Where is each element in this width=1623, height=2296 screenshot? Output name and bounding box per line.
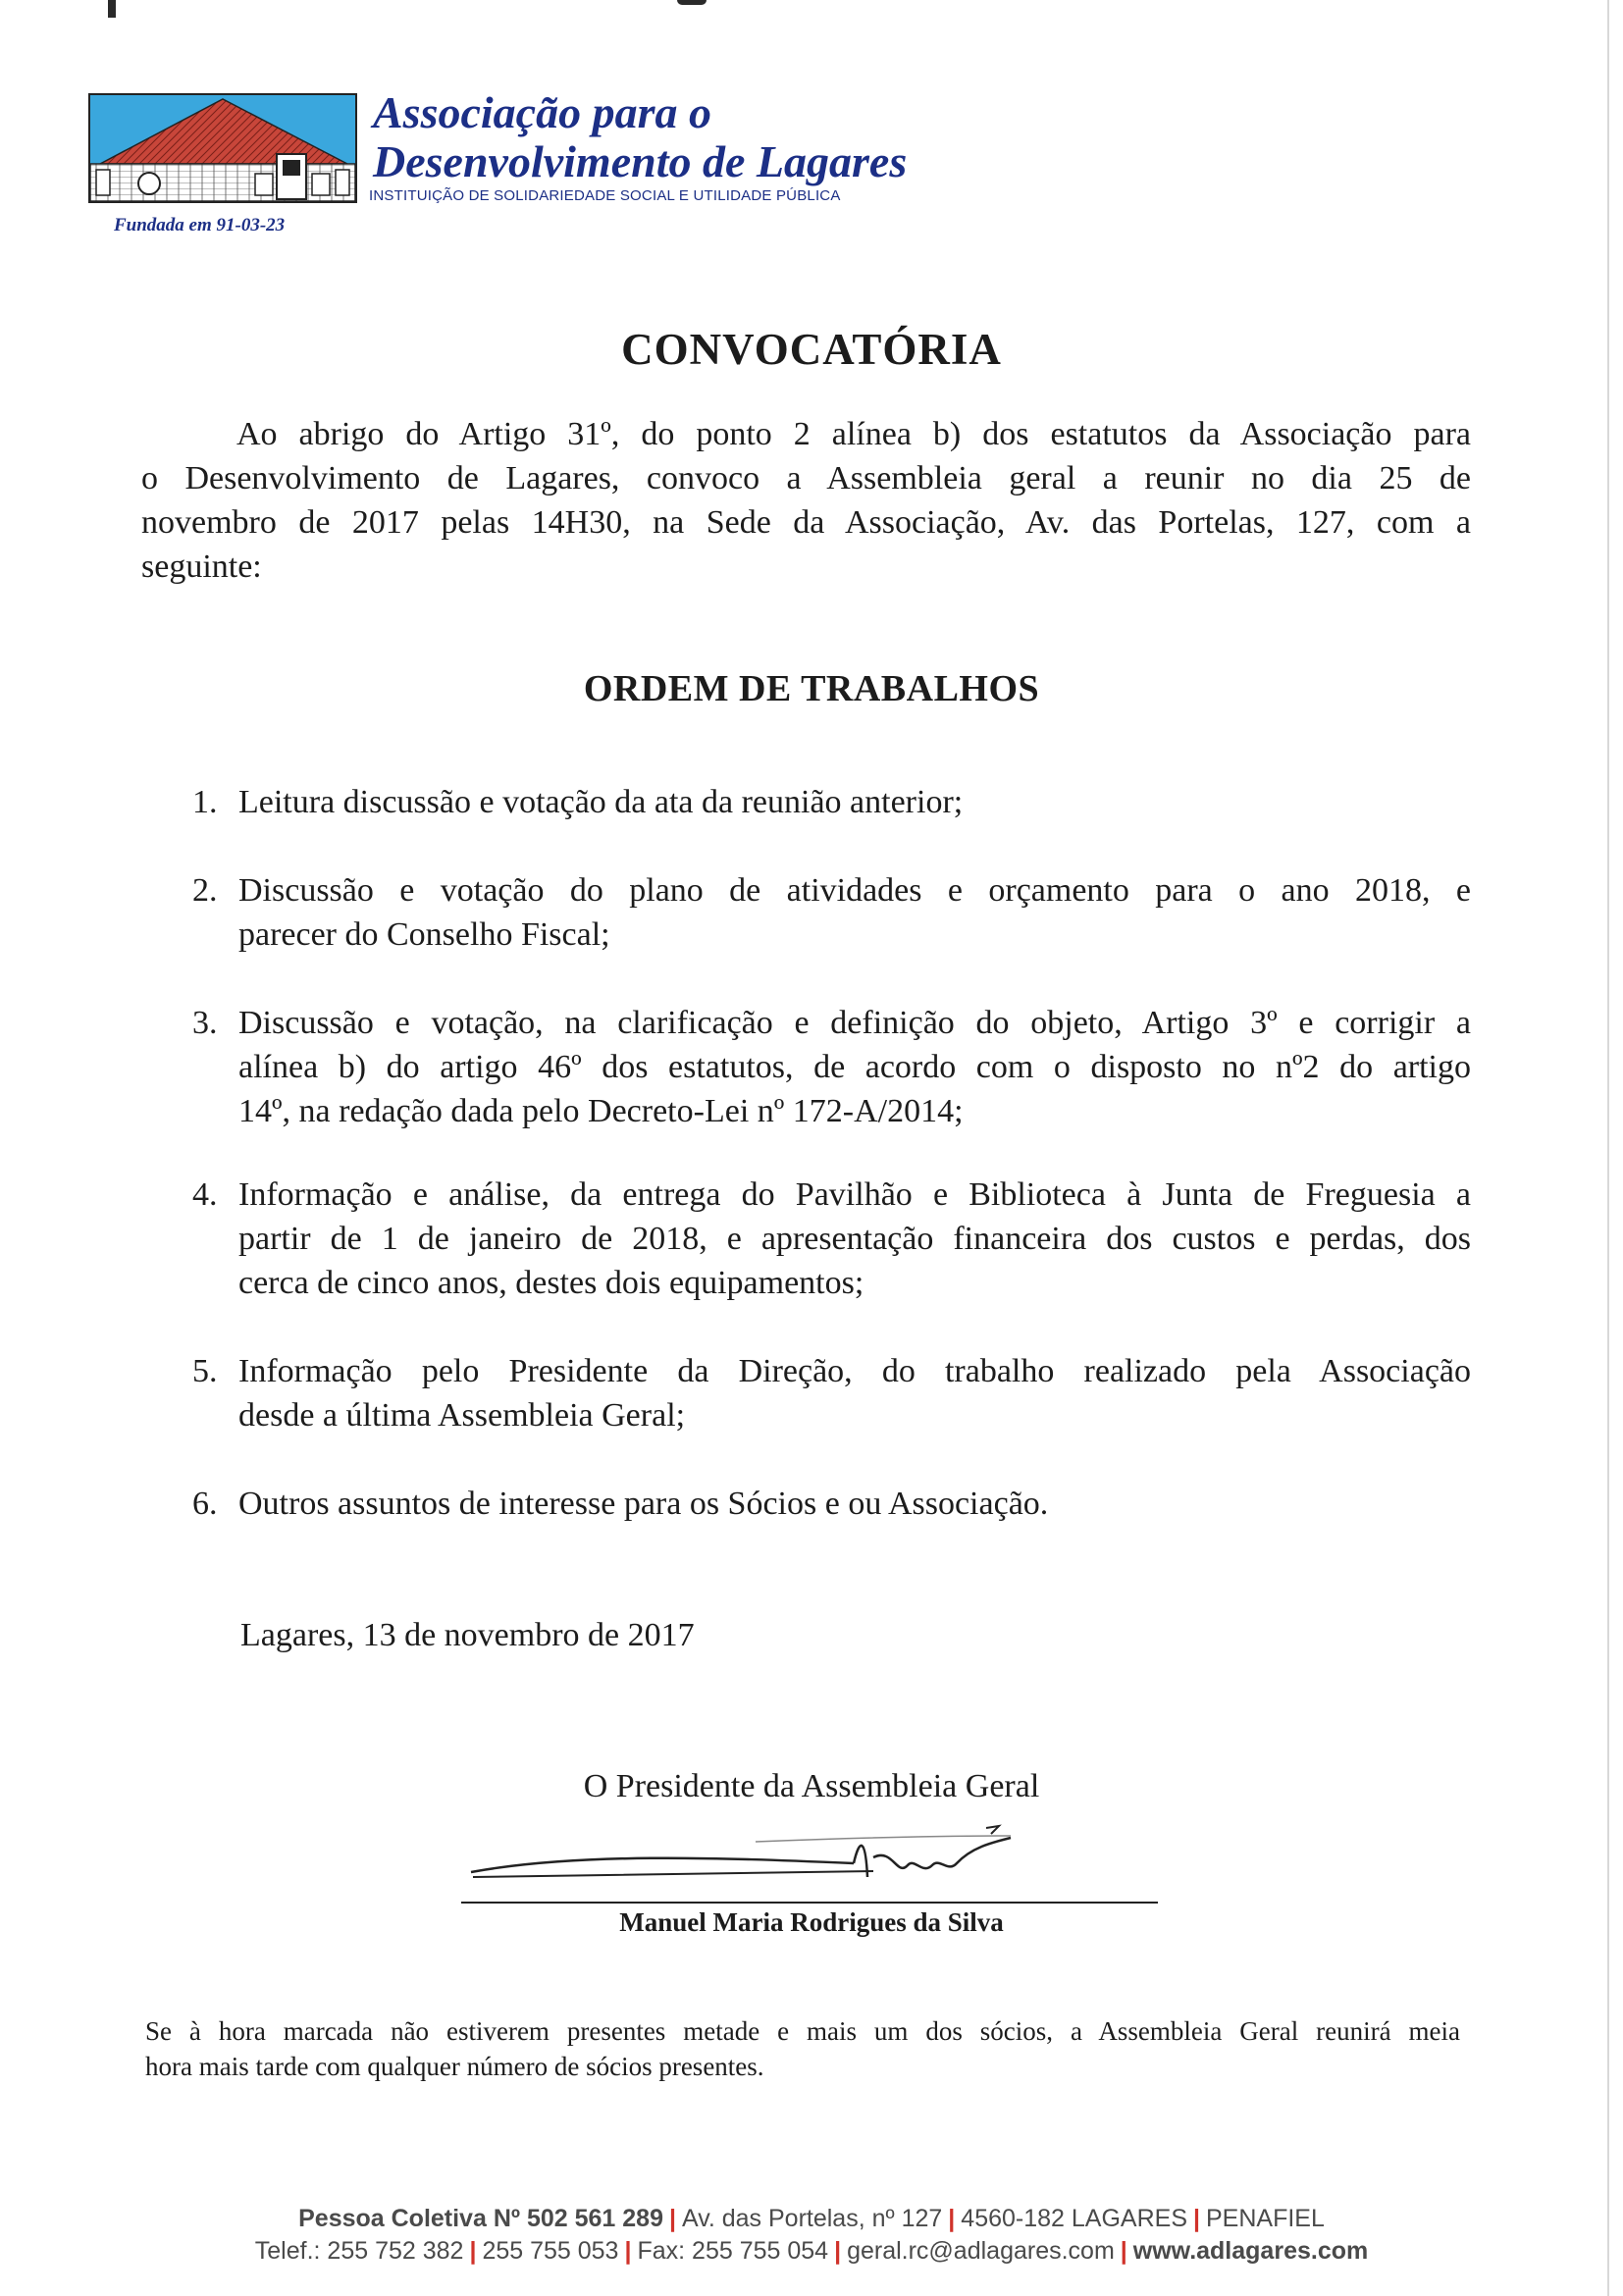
signatory-name: Manuel Maria Rodrigues da Silva <box>619 1907 1004 1937</box>
footer-city: PENAFIEL <box>1206 2205 1325 2232</box>
org-name-line2: Desenvolvimento de Lagares <box>373 136 908 186</box>
agenda-item-line: parecer do Conselho Fiscal; <box>238 916 610 953</box>
agenda-item-number: 5. <box>192 1353 218 1389</box>
intro-line: novembro de 2017 pelas 14H30, na Sede da Associação, Av. das Portelas, 127, com a <box>141 504 1471 541</box>
quorum-note-line: hora mais tarde com qualquer número de sócios presentes. <box>145 2052 764 2081</box>
signature-line <box>461 1902 1158 1904</box>
footer-phone: Telef.: 255 752 382 <box>254 2237 464 2265</box>
agenda-item-line: Outros assuntos de interesse para os Sócios e ou Associação. <box>238 1486 1049 1522</box>
footer-separator: | <box>1120 2237 1127 2265</box>
intro-line: seguinte: <box>141 548 262 585</box>
agenda-item-line: Discussão e votação, na clarificação e definição do objeto, Artigo 3º e corrigir a <box>238 1005 1471 1041</box>
document-title: CONVOCATÓRIA <box>621 325 1002 374</box>
footer-separator: | <box>1193 2205 1200 2232</box>
footer-postal: 4560-182 LAGARES <box>961 2205 1187 2232</box>
handwritten-signature <box>461 1818 1089 1897</box>
agenda-item-line: partir de 1 de janeiro de 2018, e apresentação financeira dos custos e perdas, dos <box>238 1221 1471 1257</box>
footer-separator: | <box>469 2237 477 2265</box>
quorum-note-line: Se à hora marcada não estiverem presentes metade e mais um dos sócios, a Assembleia Geral reunirá meia <box>145 2016 1460 2046</box>
footer-separator: | <box>668 2205 676 2232</box>
agenda-item-line: Informação e análise, da entrega do Pavilhão e Biblioteca à Junta de Freguesia a <box>238 1176 1471 1213</box>
footer-line2 <box>0 2237 1623 2266</box>
footer-address: Av. das Portelas, nº 127 <box>681 2205 943 2232</box>
footer-separator: | <box>834 2237 842 2265</box>
agenda-item-number: 6. <box>192 1486 218 1522</box>
agenda-item-number: 1. <box>192 784 218 820</box>
agenda-item-line: Informação pelo Presidente da Direção, do trabalho realizado pela Associação <box>238 1353 1471 1389</box>
agenda-item-line: Leitura discussão e votação da ata da reunião anterior; <box>238 784 964 820</box>
footer-line1 <box>0 2205 1623 2233</box>
agenda-item-line: 14º, na redação dada pelo Decreto-Lei nº 172-A/2014; <box>238 1093 964 1129</box>
footer-separator: | <box>948 2205 956 2232</box>
org-subtitle: INSTITUIÇÃO DE SOLIDARIEDADE SOCIAL E UTILIDADE PÚBLICA <box>369 187 841 204</box>
footer-email[interactable]: geral.rc@adlagares.com <box>847 2237 1115 2265</box>
agenda-item-line: cerca de cinco anos, destes dois equipamentos; <box>238 1265 864 1301</box>
signatory-role: O Presidente da Assembleia Geral <box>583 1768 1040 1804</box>
intro-line: o Desenvolvimento de Lagares, convoco a Assembleia geral a reunir no dia 25 de <box>141 460 1471 496</box>
house-logo-icon <box>90 95 355 201</box>
organization-logo <box>88 93 357 203</box>
org-name-line1: Associação para o <box>373 87 711 137</box>
scan-mark-left <box>108 0 116 18</box>
agenda-item-line: alínea b) do artigo 46º dos estatutos, de acordo com o disposto no nº2 do artigo <box>238 1049 1471 1085</box>
footer-phone2: 255 755 053 <box>482 2237 619 2265</box>
footer-separator: | <box>624 2237 632 2265</box>
agenda-title: ORDEM DE TRABALHOS <box>583 668 1040 709</box>
scan-mark-top <box>677 0 707 5</box>
footer-fax: Fax: 255 755 054 <box>637 2237 829 2265</box>
agenda-item-number: 4. <box>192 1176 218 1213</box>
agenda-item-line: desde a última Assembleia Geral; <box>238 1397 686 1434</box>
agenda-item-line: Discussão e votação do plano de atividades e orçamento para o ano 2018, e <box>238 872 1471 909</box>
footer-website[interactable]: www.adlagares.com <box>1132 2237 1369 2265</box>
intro-line: Ao abrigo do Artigo 31º, do ponto 2 alínea b) dos estatutos da Associação para <box>236 416 1471 452</box>
agenda-item-number: 2. <box>192 872 218 909</box>
agenda-item-number: 3. <box>192 1005 218 1041</box>
place-date: Lagares, 13 de novembro de 2017 <box>240 1617 695 1653</box>
founded-date: Fundada em 91-03-23 <box>114 215 286 235</box>
footer-nif: Pessoa Coletiva Nº 502 561 289 <box>298 2205 663 2232</box>
